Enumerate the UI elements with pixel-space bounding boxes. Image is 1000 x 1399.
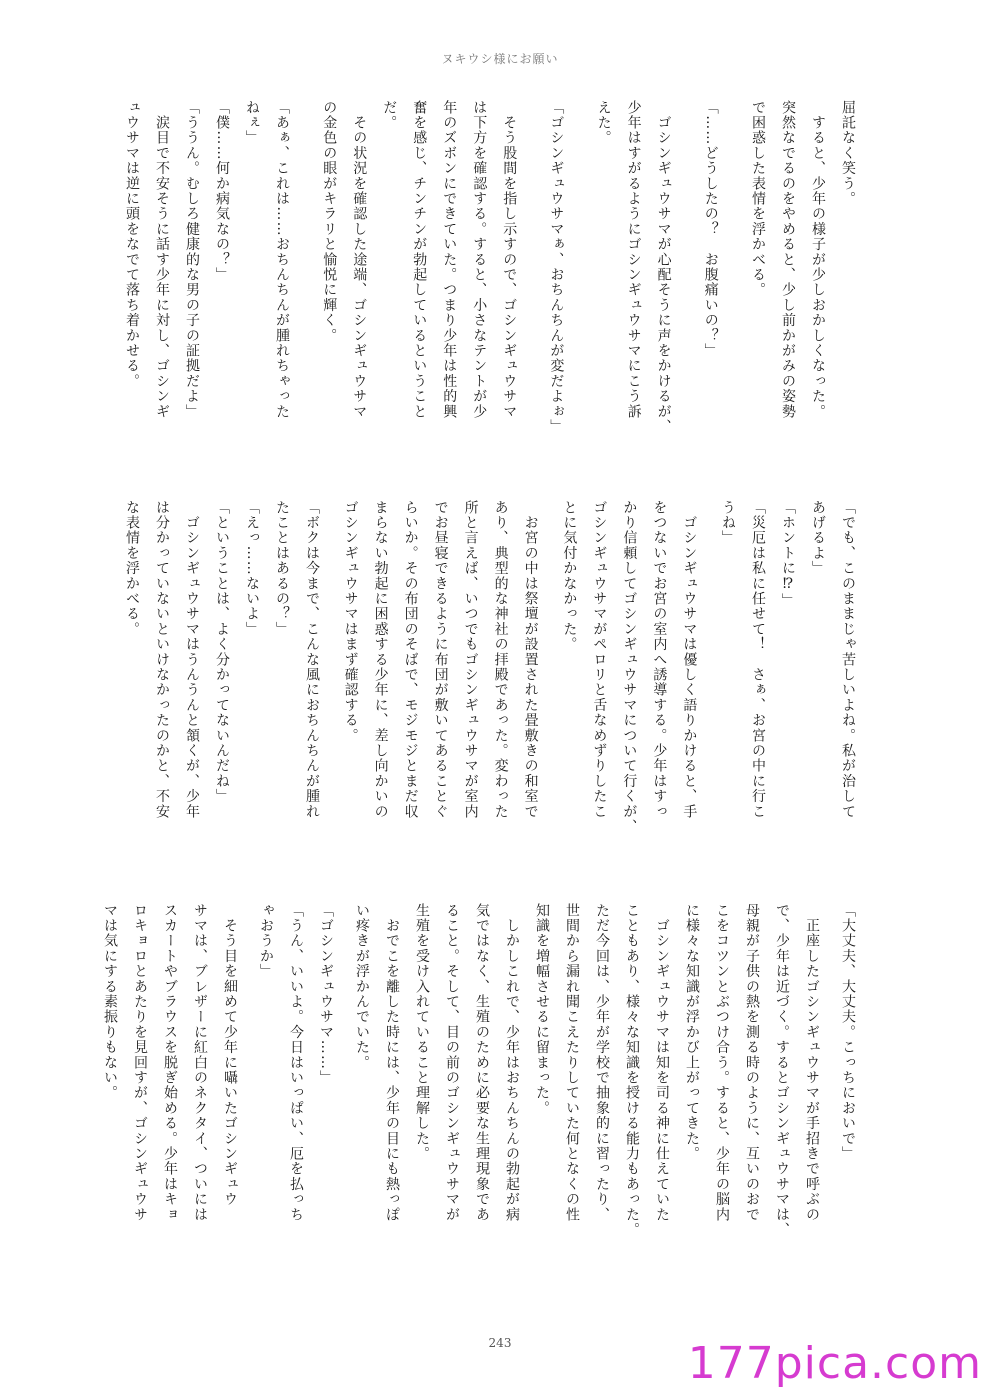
text-column: 知識を増幅させるに留まった。 xyxy=(534,903,550,1116)
running-header: ヌキウシ様にお願い xyxy=(441,52,559,66)
text-column: 生殖を受け入れていること理解した。 xyxy=(414,903,430,1162)
text-column: ゴシンギュウサマは優しく語りかけると、手 xyxy=(681,500,698,820)
text-column: な表情を浮かべる。 xyxy=(123,500,140,637)
text-column: 「ボクは今まで、こんな風におちんちんが腫れ xyxy=(303,500,320,820)
text-column: で、少年は近づく。するとゴシンギュウサマは、 xyxy=(774,903,790,1238)
text-column: は分かっていないといけなかったのかと、不安 xyxy=(153,500,170,820)
text-column: とに気付かなかった。 xyxy=(561,500,578,652)
text-column xyxy=(729,100,740,472)
text-column: 「災厄は私に任せて！ さぁ、お宮の中に行こ xyxy=(750,500,766,820)
text-column: 正座したゴシンギュウサマが手招きで呼ぶの xyxy=(804,903,820,1223)
text-column: 「ということは、よく分かってないんだね」 xyxy=(213,500,230,804)
text-column: でお昼寝できるように布団が敷いてあることぐ xyxy=(432,500,449,820)
text-column: うね」 xyxy=(720,500,736,546)
text-column: マは気にする素振りもない。 xyxy=(102,903,118,1101)
text-column: だ。 xyxy=(381,100,398,131)
text-column xyxy=(300,100,311,472)
text-column: 突然なでるのをやめると、少し前かがみの姿勢 xyxy=(780,100,796,420)
text-column: は下方を確認する。すると、小さなテントが少 xyxy=(471,100,488,420)
text-column: 少年はすがるようにゴシンギュウサマにこう訴 xyxy=(625,100,642,420)
text-column: あり、典型的な神社の拝殿であった。変わった xyxy=(492,500,509,820)
text-column: 「ゴシンギュウサマぁ、おちんちんが変だよぉ」 xyxy=(548,100,565,435)
text-column: あげるよ」 xyxy=(810,500,826,576)
site-watermark: 177pica.com xyxy=(687,1338,982,1389)
text-tier-top xyxy=(120,100,860,472)
text-tier-middle xyxy=(120,500,860,872)
text-column: 「ホントに⁉」 xyxy=(780,500,796,609)
text-column: ゴシンギュウサマはまず確認する。 xyxy=(342,500,359,744)
text-column: の金色の眼がキラリと愉悦に輝く。 xyxy=(321,100,338,344)
text-column: 「僕……何か病気なの？」 xyxy=(213,100,230,283)
text-column xyxy=(527,100,538,472)
text-column: ュウサマは逆に頭をなでて落ち着かせる。 xyxy=(123,100,140,389)
text-column xyxy=(574,100,585,472)
text-column xyxy=(682,100,693,472)
text-column: かり信頼してゴシンギュウサマについて行くが、 xyxy=(621,500,638,835)
text-column: に様々な知識が浮かび上がってきた。 xyxy=(684,903,700,1162)
text-column: ただ今回は、少年が学校で抽象的に習ったり、 xyxy=(594,903,610,1223)
text-column: 「あぁ、これは……おちんちんが腫れちゃった xyxy=(273,100,290,420)
text-column: 奮を感じ、チンチンが勃起しているということ xyxy=(411,100,428,420)
text-column: スカートやブラウスを脱ぎ始める。少年はキョ xyxy=(162,903,178,1223)
text-column: ゴシンギュウサマはうんうんと頷くが、少年 xyxy=(183,500,200,820)
text-column xyxy=(549,500,552,872)
text-column: 年のズボンにできていた。つまり少年は性的興 xyxy=(441,100,458,420)
text-column: 「うん、いいよ。今日はいっぱい、厄を払っち xyxy=(288,903,304,1223)
text-column xyxy=(707,500,710,872)
text-column: 涙目で不安そうに話す少年に対し、ゴシンギ xyxy=(153,100,170,420)
text-column: 「大丈夫、大丈夫。こっちにおいで」 xyxy=(840,903,856,1162)
text-column: すると、少年の様子が少しおかしくなった。 xyxy=(810,100,826,420)
text-column: 「ゴシンギュウサマ……」 xyxy=(318,903,334,1086)
text-column: こをコツンとぶつけ合う。すると、少年の脳内 xyxy=(714,903,730,1223)
page-number: 243 xyxy=(488,1336,512,1350)
text-column: 「えっ……ないよ」 xyxy=(243,500,260,637)
text-column: 所と言えば、いつでもゴシンギュウサマが室内 xyxy=(462,500,479,820)
text-column: ること。そして、目の前のゴシンギュウサマが xyxy=(444,903,460,1223)
text-column: い疼きが浮かんでいた。 xyxy=(354,903,370,1071)
text-column: ねぇ」 xyxy=(243,100,260,146)
text-column: をつないでお宮の室内へ誘導する。少年はすっ xyxy=(651,500,668,820)
text-column: お宮の中は祭壇が設置された畳敷きの和室で xyxy=(522,500,539,820)
text-column: ゴシンギュウサマがペロリと舌なめずりしたこ xyxy=(591,500,608,820)
text-column: たことはあるの？」 xyxy=(273,500,290,637)
text-column: らいか。その布団のそばで、モジモジとまだ収 xyxy=(402,500,419,820)
text-column: 世間から漏れ聞こえたりしていた何となくの性 xyxy=(564,903,580,1223)
text-column: ゃおうか」 xyxy=(258,903,274,979)
text-column: しかしこれで、少年はおちんちんの勃起が病 xyxy=(504,903,520,1223)
text-column: 屈託なく笑う。 xyxy=(840,100,856,207)
text-column: で困惑した表情を浮かべる。 xyxy=(750,100,766,298)
text-column: ゴシンギュウサマが心配そうに声をかけるが、 xyxy=(655,100,672,435)
text-column: ロキョロとあたりを見回すが、ゴシンギュウサ xyxy=(132,903,148,1223)
text-column: ゴシンギュウサマは知を司る神に仕えていた xyxy=(654,903,670,1223)
text-column xyxy=(330,500,333,872)
text-column: そう股間を指し示すので、ゴシンギュウサマ xyxy=(501,100,518,420)
text-tier-bottom xyxy=(102,903,860,1287)
text-column: 母親が子供の熱を測る時のように、互いのおで xyxy=(744,903,760,1223)
text-column: おでこを離した時には、少年の目にも熱っぽ xyxy=(384,903,400,1223)
text-column: 「……どうしたの？ お腹痛いの？」 xyxy=(702,100,719,359)
text-column: まらない勃起に困惑する少年に、差し向かいの xyxy=(372,500,389,820)
text-column: えた。 xyxy=(595,100,612,146)
text-column: 「でも、このままじゃ苦しいよね。私が治して xyxy=(840,500,856,820)
text-column: 「ううん。むしろ健康的な男の子の証拠だよ」 xyxy=(183,100,200,420)
text-column: こともあり、様々な知識を授ける能力もあった。 xyxy=(624,903,640,1238)
text-column: サマは、ブレザーに紅白のネクタイ、ついには xyxy=(192,903,208,1223)
text-column: 気ではなく、生殖のために必要な生理現象であ xyxy=(474,903,490,1223)
text-column: その状況を確認した途端、ゴシンギュウサマ xyxy=(351,100,368,420)
text-column: そう目を細めて少年に囁いたゴシンギュウ xyxy=(222,903,238,1207)
